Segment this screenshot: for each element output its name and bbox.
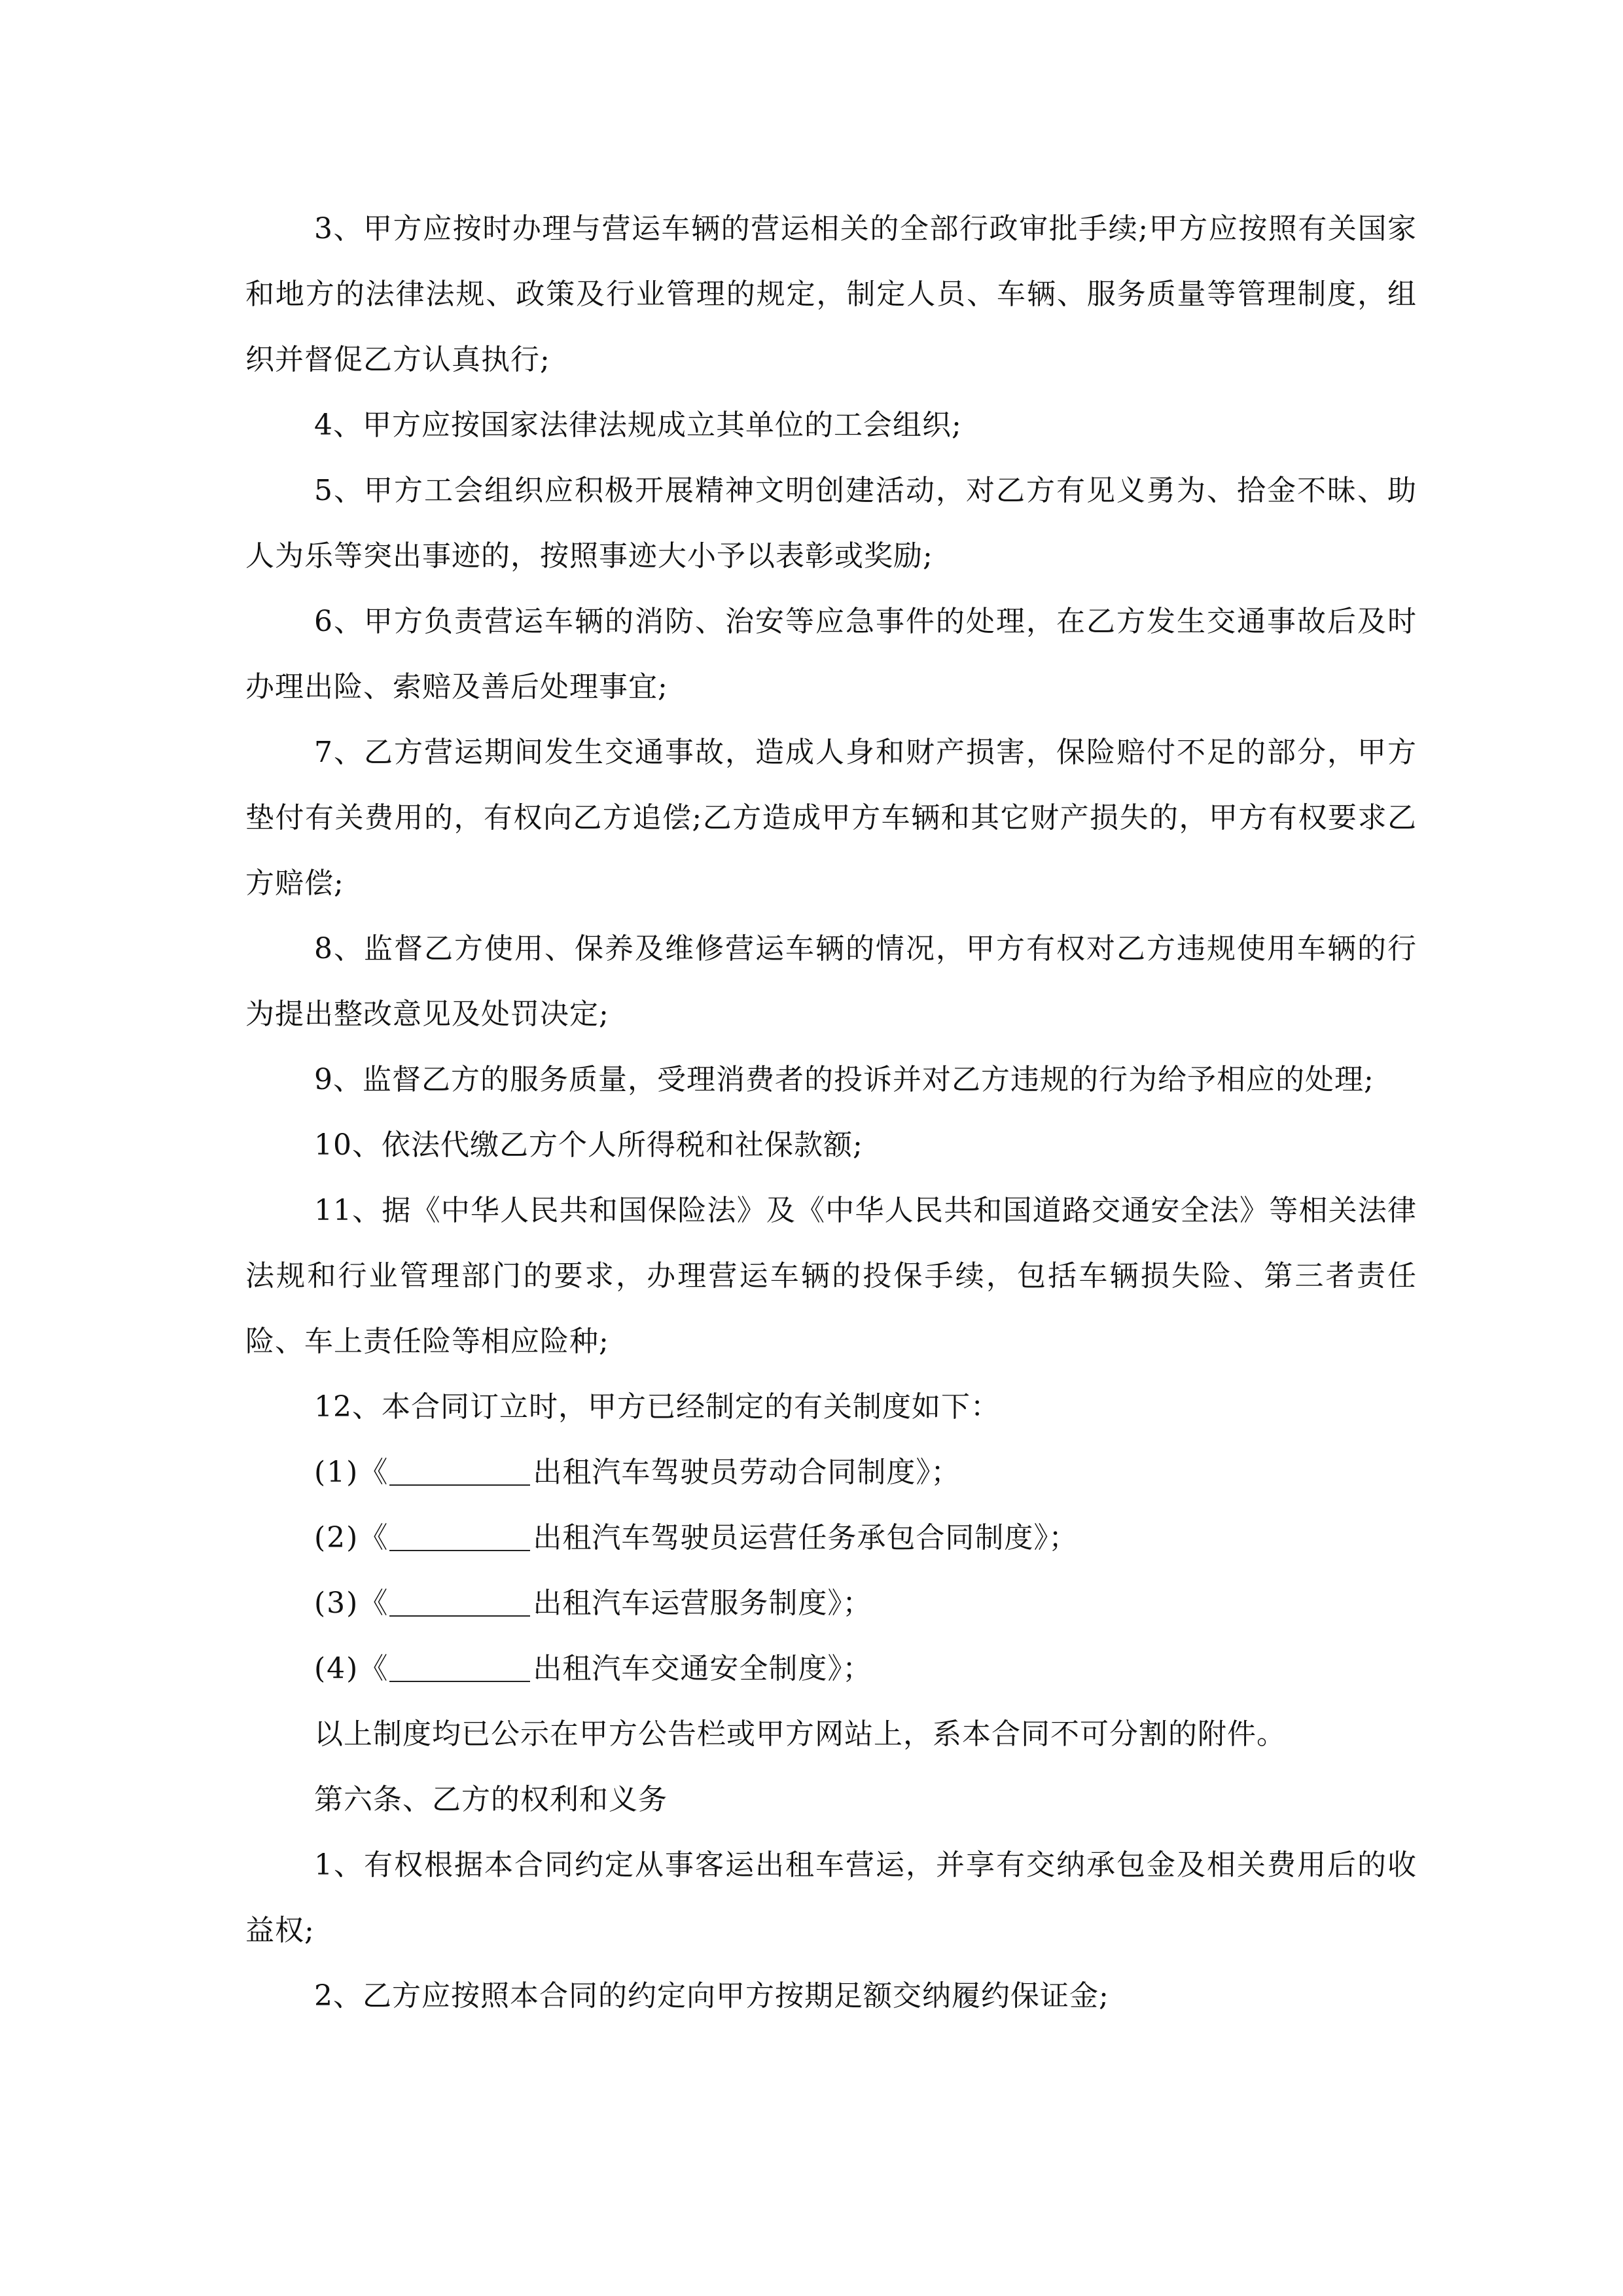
regulation-number: (1) [314,1456,359,1489]
regulation-number: (3) [314,1587,359,1620]
clause-6: 6、甲方负责营运车辆的消防、治安等应急事件的处理，在乙方发生交通事故后及时办理出险、索赔及善后处理事宜; [245,605,1417,704]
regulation-open-quote: 《 [359,1652,389,1685]
contract-body [245,196,1417,2029]
clause-12: 12、本合同订立时，甲方已经制定的有关制度如下： [314,1390,1000,1424]
regulation-number: (2) [314,1521,359,1554]
regulation-open-quote: 《 [359,1521,389,1554]
clause-10: 10、依法代缴乙方个人所得税和社保款额; [314,1128,863,1162]
regulation-item [245,1505,1417,1571]
fill-in-blank [389,1524,530,1551]
regulation-item [245,1571,1417,1636]
fill-in-blank [389,1655,530,1682]
regulation-title: 出租汽车驾驶员劳动合同制度》； [533,1456,961,1489]
regulation-item [245,1440,1417,1505]
fill-in-blank [389,1458,530,1486]
clause-7: 7、乙方营运期间发生交通事故，造成人身和财产损害，保险赔付不足的部分，甲方垫付有关费用的，有权向乙方追偿;乙方造成甲方车辆和其它财产损失的，甲方有权要求乙方赔偿; [245,736,1417,900]
regulation-item [245,1636,1417,1702]
clause-5: 5、甲方工会组织应积极开展精神文明创建活动，对乙方有见义勇为、拾金不昧、助人为乐等突出事迹的，按照事迹大小予以表彰或奖励; [245,474,1417,573]
right-clause-2: 2、乙方应按照本合同的约定向甲方按期足额交纳履约保证金; [314,1979,1109,2013]
regulation-open-quote: 《 [359,1456,389,1489]
clause-9: 9、监督乙方的服务质量，受理消费者的投诉并对乙方违规的行为给予相应的处理; [314,1063,1374,1096]
notice-text: 以上制度均已公示在甲方公告栏或甲方网站上，系本合同不可分割的附件。 [314,1717,1286,1751]
fill-in-blank [389,1589,530,1617]
regulation-number: (4) [314,1652,359,1685]
clause-3: 3、甲方应按时办理与营运车辆的营运相关的全部行政审批手续;甲方应按照有关国家和地方的法律法规、政策及行业管理的规定，制定人员、车辆、服务质量等管理制度，组织并督促乙方认真执行; [245,212,1417,376]
article-heading: 第六条、乙方的权利和义务 [314,1783,668,1816]
right-clause-1: 1、有权根据本合同约定从事客运出租车营运，并享有交纳承包金及相关费用后的收益权; [245,1848,1417,1947]
regulation-title: 出租汽车驾驶员运营任务承包合同制度》； [533,1521,1079,1554]
regulation-title: 出租汽车运营服务制度》； [533,1587,872,1620]
regulation-title: 出租汽车交通安全制度》； [533,1652,872,1685]
clause-4: 4、甲方应按国家法律法规成立其单位的工会组织; [314,408,962,442]
clause-8: 8、监督乙方使用、保养及维修营运车辆的情况，甲方有权对乙方违规使用车辆的行为提出整改意见及处罚决定; [245,932,1417,1031]
regulation-open-quote: 《 [359,1587,389,1620]
clause-11: 11、据《中华人民共和国保险法》及《中华人民共和国道路交通安全法》等相关法律法规和行业管理部门的要求，办理营运车辆的投保手续，包括车辆损失险、第三者责任险、车上责任险等相应险种; [245,1194,1417,1358]
